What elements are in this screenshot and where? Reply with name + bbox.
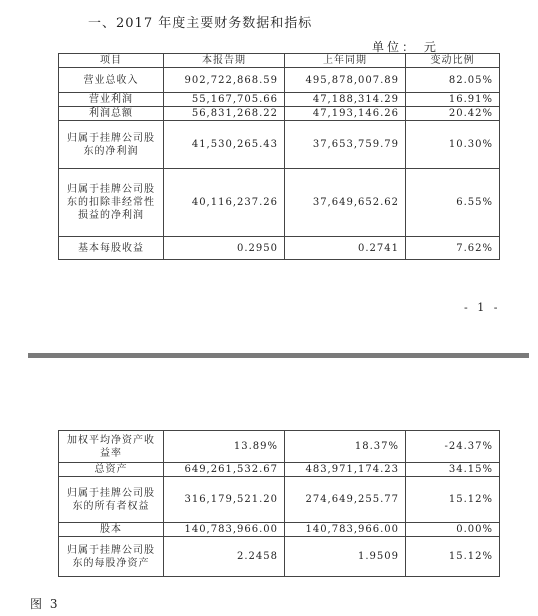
cell-prior: 37,649,652.62 [285,169,406,237]
cell-prior: 47,188,314.29 [285,93,406,107]
cell-change: 15.12% [406,537,500,577]
row-label: 加权平均净资产收益率 [59,431,164,463]
header-prior-period: 上年同期 [285,54,406,68]
cell-current: 140,783,966.00 [164,523,285,537]
cell-current: 13.89% [164,431,285,463]
table-row [59,463,500,477]
table-row [59,237,500,260]
header-current-period: 本报告期 [164,54,285,68]
cell-current: 0.2950 [164,237,285,260]
cell-change: 10.30% [406,121,500,169]
section-title: 一、2017 年度主要财务数据和指标 [88,16,313,31]
cell-change: 0.00% [406,523,500,537]
cell-change: 82.05% [406,68,500,93]
cell-current: 40,116,237.26 [164,169,285,237]
table-row [59,523,500,537]
cell-prior: 274,649,255.77 [285,477,406,523]
cell-change: 15.12% [406,477,500,523]
row-label: 营业利润 [59,93,164,107]
page-break-divider [28,353,529,358]
row-label: 归属于挂牌公司股东的每股净资产 [59,537,164,577]
cell-prior: 1.9509 [285,537,406,577]
cell-change: 6.55% [406,169,500,237]
table-row [59,169,500,237]
cell-prior: 37,653,759.79 [285,121,406,169]
row-label: 归属于挂牌公司股东的扣除非经常性损益的净利润 [59,169,164,237]
row-label: 基本每股收益 [59,237,164,260]
cell-current: 2.2458 [164,537,285,577]
table-row [59,93,500,107]
financial-table-top [58,53,500,260]
figure-label: 图 3 [30,597,60,611]
header-item: 项目 [59,54,164,68]
cell-change: 7.62% [406,237,500,260]
cell-change: -24.37% [406,431,500,463]
cell-current: 41,530,265.43 [164,121,285,169]
page-number: - 1 - [464,301,501,314]
cell-prior: 483,971,174.23 [285,463,406,477]
row-label: 营业总收入 [59,68,164,93]
header-change-ratio: 变动比例 [406,54,500,68]
row-label: 归属于挂牌公司股东的所有者权益 [59,477,164,523]
unit-label: 单位： 元 [372,40,439,54]
table-row [59,121,500,169]
table-header-row [59,54,500,68]
cell-current: 56,831,268.22 [164,107,285,121]
cell-current: 55,167,705.66 [164,93,285,107]
row-label: 利润总额 [59,107,164,121]
cell-change: 16.91% [406,93,500,107]
row-label: 总资产 [59,463,164,477]
cell-prior: 18.37% [285,431,406,463]
cell-current: 316,179,521.20 [164,477,285,523]
row-label: 股本 [59,523,164,537]
table-row [59,477,500,523]
table-row [59,431,500,463]
cell-change: 20.42% [406,107,500,121]
table-row [59,537,500,577]
cell-current: 902,722,868.59 [164,68,285,93]
cell-prior: 47,193,146.26 [285,107,406,121]
cell-current: 649,261,532.67 [164,463,285,477]
financial-table-continued [58,430,500,577]
cell-prior: 140,783,966.00 [285,523,406,537]
table-row [59,68,500,93]
cell-change: 34.15% [406,463,500,477]
table-row [59,107,500,121]
row-label: 归属于挂牌公司股东的净利润 [59,121,164,169]
cell-prior: 0.2741 [285,237,406,260]
cell-prior: 495,878,007.89 [285,68,406,93]
